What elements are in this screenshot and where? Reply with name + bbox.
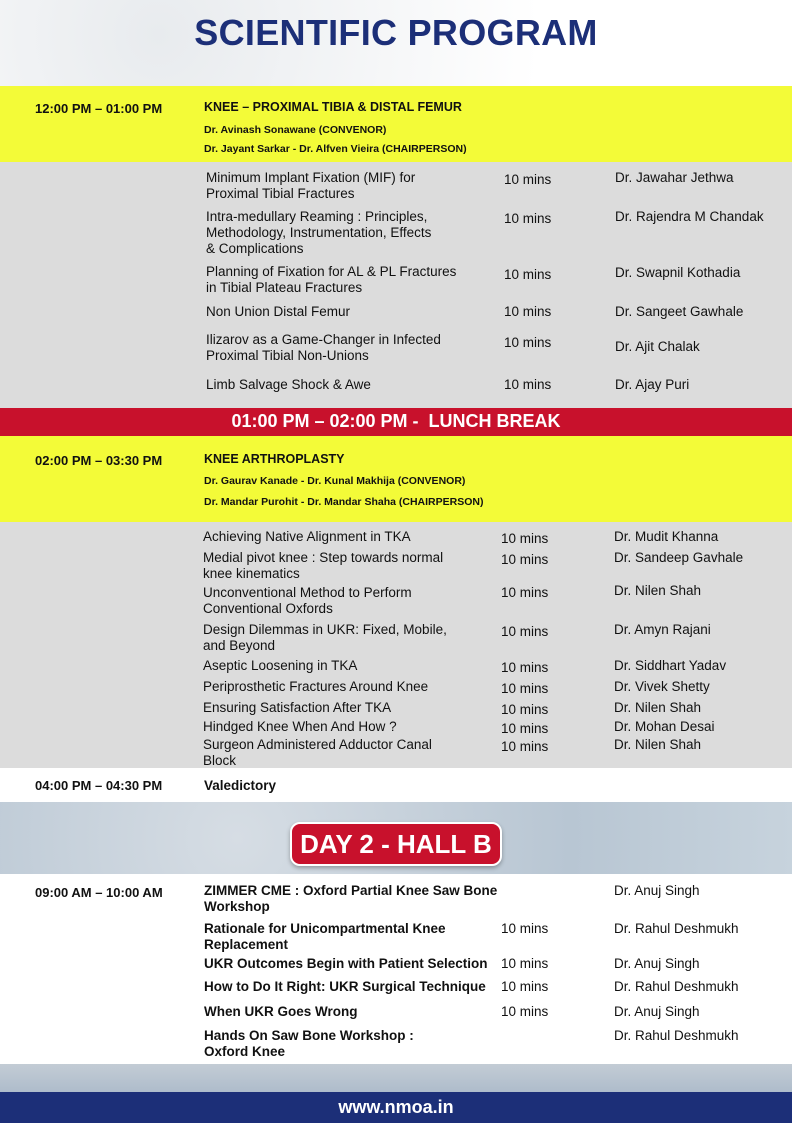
talk-2-8-duration: 10 mins bbox=[501, 721, 549, 736]
talk-1-2: Intra-medullary Reaming : Principles, Methodology, Instrumentation, Effects & Complications bbox=[206, 209, 432, 256]
talk-1-1-duration: 10 mins bbox=[504, 172, 552, 187]
talk-2-6-duration: 10 mins bbox=[501, 681, 549, 696]
session-3-time: 09:00 AM – 10:00 AM bbox=[35, 885, 163, 900]
talk-1-5-speaker: Dr. Ajit Chalak bbox=[615, 339, 700, 354]
talk-1-6: Limb Salvage Shock & Awe bbox=[206, 377, 371, 392]
talk-2-5-speaker: Dr. Siddhart Yadav bbox=[614, 658, 727, 673]
talk-2-1: Achieving Native Alignment in TKA bbox=[203, 529, 411, 544]
talk-3-4: How to Do It Right: UKR Surgical Technique bbox=[204, 979, 486, 994]
talk-3-2: Rationale for Unicompartmental Knee Replacement bbox=[204, 921, 446, 952]
talk-1-5: Ilizarov as a Game-Changer in Infected Proximal Tibial Non-Unions bbox=[206, 332, 441, 363]
talk-1-1-speaker: Dr. Jawahar Jethwa bbox=[615, 170, 734, 185]
talk-2-6: Periprosthetic Fractures Around Knee bbox=[203, 679, 429, 694]
talk-2-8: Hindged Knee When And How ? bbox=[203, 719, 397, 734]
session-1-convenor: Dr. Avinash Sonawane (CONVENOR) bbox=[204, 124, 387, 136]
talk-1-4-duration: 10 mins bbox=[504, 304, 552, 319]
talk-3-6-speaker: Dr. Rahul Deshmukh bbox=[614, 1028, 739, 1043]
day2-badge: DAY 2 - HALL B bbox=[290, 822, 502, 866]
session-2-convenor: Dr. Gaurav Kanade - Dr. Kunal Makhija (CONVENOR) bbox=[204, 475, 466, 487]
talk-2-2: Medial pivot knee : Step towards normal knee kinematics bbox=[203, 550, 444, 581]
talk-3-3: UKR Outcomes Begin with Patient Selection bbox=[204, 956, 488, 971]
session-1-title: KNEE – PROXIMAL TIBIA & DISTAL FEMUR bbox=[204, 100, 462, 114]
talk-2-7-duration: 10 mins bbox=[501, 702, 549, 717]
talk-2-4: Design Dilemmas in UKR: Fixed, Mobile, and Beyond bbox=[203, 622, 447, 653]
talk-3-5-speaker: Dr. Anuj Singh bbox=[614, 1004, 700, 1019]
talk-2-3-duration: 10 mins bbox=[501, 585, 549, 600]
talk-3-3-duration: 10 mins bbox=[501, 956, 549, 971]
session-2-title: KNEE ARTHROPLASTY bbox=[204, 452, 345, 466]
talk-3-1-speaker: Dr. Anuj Singh bbox=[614, 883, 700, 898]
talk-3-2-speaker: Dr. Rahul Deshmukh bbox=[614, 921, 739, 936]
talk-3-5: When UKR Goes Wrong bbox=[204, 1004, 358, 1019]
talk-2-8-speaker: Dr. Mohan Desai bbox=[614, 719, 715, 734]
talk-2-1-speaker: Dr. Mudit Khanna bbox=[614, 529, 719, 544]
talk-1-4: Non Union Distal Femur bbox=[206, 304, 351, 319]
lunch-break: 01:00 PM – 02:00 PM - LUNCH BREAK bbox=[231, 411, 561, 431]
talk-1-3-duration: 10 mins bbox=[504, 267, 552, 282]
talk-1-6-speaker: Dr. Ajay Puri bbox=[615, 377, 690, 392]
talk-1-1: Minimum Implant Fixation (MIF) for Proximal Tibial Fractures bbox=[206, 170, 416, 201]
talk-2-9-duration: 10 mins bbox=[501, 739, 549, 754]
talk-3-6: Hands On Saw Bone Workshop : Oxford Knee bbox=[204, 1028, 414, 1059]
talk-2-7: Ensuring Satisfaction After TKA bbox=[203, 700, 392, 715]
talk-2-2-duration: 10 mins bbox=[501, 552, 549, 567]
talk-3-3-speaker: Dr. Anuj Singh bbox=[614, 956, 700, 971]
talk-2-6-speaker: Dr. Vivek Shetty bbox=[614, 679, 710, 694]
talk-2-3-speaker: Dr. Nilen Shah bbox=[614, 583, 702, 598]
talk-2-9-speaker: Dr. Nilen Shah bbox=[614, 737, 702, 752]
valedictory-time: 04:00 PM – 04:30 PM bbox=[35, 778, 163, 793]
talk-1-6-duration: 10 mins bbox=[504, 377, 552, 392]
footer-band bbox=[0, 1064, 792, 1092]
talk-2-7-speaker: Dr. Nilen Shah bbox=[614, 700, 702, 715]
talk-1-5-duration: 10 mins bbox=[504, 335, 552, 350]
talk-2-4-duration: 10 mins bbox=[501, 624, 549, 639]
session-2-time: 02:00 PM – 03:30 PM bbox=[35, 453, 163, 468]
talk-2-2-speaker: Dr. Sandeep Gavhale bbox=[614, 550, 744, 565]
talk-2-1-duration: 10 mins bbox=[501, 531, 549, 546]
talk-2-5: Aseptic Loosening in TKA bbox=[203, 658, 358, 673]
talk-3-5-duration: 10 mins bbox=[501, 1004, 549, 1019]
talk-2-4-speaker: Dr. Amyn Rajani bbox=[614, 622, 711, 637]
talk-3-4-duration: 10 mins bbox=[501, 979, 549, 994]
session-2-chair: Dr. Mandar Purohit - Dr. Mandar Shaha (CHAIRPERSON) bbox=[204, 496, 484, 508]
talk-2-5-duration: 10 mins bbox=[501, 660, 549, 675]
talk-1-4-speaker: Dr. Sangeet Gawhale bbox=[615, 304, 744, 319]
website-link[interactable]: www.nmoa.in bbox=[338, 1097, 454, 1117]
valedictory-label: Valedictory bbox=[204, 778, 277, 793]
talk-3-2-duration: 10 mins bbox=[501, 921, 549, 936]
session-1-time: 12:00 PM – 01:00 PM bbox=[35, 101, 163, 116]
talk-3-1: ZIMMER CME : Oxford Partial Knee Saw Bone Workshop bbox=[204, 883, 498, 914]
talk-1-3: Planning of Fixation for AL & PL Fractures in Tibial Plateau Fractures bbox=[206, 264, 457, 295]
talk-2-9: Surgeon Administered Adductor Canal Block bbox=[203, 737, 432, 768]
talk-1-3-speaker: Dr. Swapnil Kothadia bbox=[615, 265, 741, 280]
session-1-chair: Dr. Jayant Sarkar - Dr. Alfven Vieira (CHAIRPERSON) bbox=[204, 143, 467, 155]
talk-1-2-speaker: Dr. Rajendra M Chandak bbox=[615, 209, 764, 224]
page-title: SCIENTIFIC PROGRAM bbox=[194, 12, 598, 53]
talk-3-4-speaker: Dr. Rahul Deshmukh bbox=[614, 979, 739, 994]
talk-2-3: Unconventional Method to Perform Conventional Oxfords bbox=[203, 585, 412, 616]
talk-1-2-duration: 10 mins bbox=[504, 211, 552, 226]
